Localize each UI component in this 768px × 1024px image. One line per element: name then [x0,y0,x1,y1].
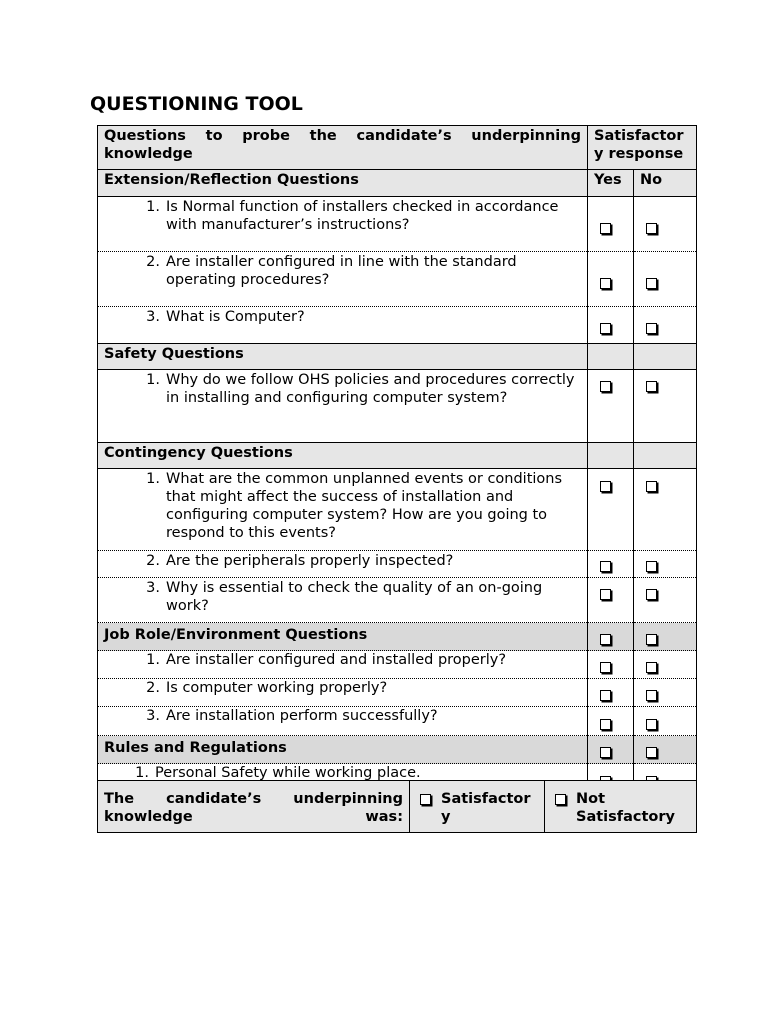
question-text: What is Computer? [166,309,305,325]
yes-checkbox[interactable] [600,634,611,645]
no-checkbox[interactable] [646,589,657,600]
no-checkbox[interactable] [646,323,657,334]
yes-checkbox[interactable] [600,278,611,289]
question-row [98,707,697,736]
satisfactory-response-header: Satisfactory response [588,126,697,170]
not-satisfactory-label: Not Satisfactory [576,791,675,825]
yes-checkbox[interactable] [600,481,611,492]
section-row [98,736,697,764]
question-text: Is Normal function of installers checked in accordance with manufacturer’s instructions? [166,199,559,233]
question-number: 2. [146,553,160,569]
section-title: Job Role/Environment Questions [98,623,588,651]
question-number: 1. [146,372,160,388]
question-number: 1. [146,652,160,668]
question-number: 3. [146,708,160,724]
result-label: The candidate’s underpinning knowledge was: [98,781,410,833]
satisfactory-option[interactable] [416,790,538,826]
result-table [97,780,697,833]
section-title: Rules and Regulations [98,736,588,764]
yes-checkbox[interactable] [600,662,611,673]
question-number: 1. [146,199,160,215]
not-satisfactory-checkbox[interactable] [555,794,566,805]
question-text: Are installation perform successfully? [166,708,438,724]
section-row [98,623,697,651]
section-row [98,170,697,197]
question-text: Is computer working properly? [166,680,388,696]
questioning-table [97,125,697,793]
yes-checkbox[interactable] [600,561,611,572]
section-title: Extension/Reflection Questions [98,170,588,197]
page-title: QUESTIONING TOOL [90,93,303,115]
question-row [98,469,697,551]
result-row [98,781,697,833]
no-checkbox[interactable] [646,381,657,392]
yes-checkbox[interactable] [600,223,611,234]
no-checkbox[interactable] [646,719,657,730]
section-title: Contingency Questions [98,443,588,469]
question-text: Why is essential to check the quality of an on-going work? [166,580,543,614]
no-checkbox[interactable] [646,223,657,234]
question-row [98,197,697,252]
question-number: 2. [146,680,160,696]
no-checkbox[interactable] [646,662,657,673]
header-row [98,126,697,170]
yes-checkbox[interactable] [600,589,611,600]
no-checkbox[interactable] [646,561,657,572]
no-checkbox[interactable] [646,481,657,492]
yes-checkbox[interactable] [600,747,611,758]
satisfactory-checkbox[interactable] [420,794,431,805]
section-row [98,443,697,469]
question-number: 1. [146,471,160,487]
no-checkbox[interactable] [646,747,657,758]
question-text: Are installer configured and installed properly? [166,652,507,668]
yes-checkbox[interactable] [600,381,611,392]
not-satisfactory-option[interactable] [551,790,690,826]
no-checkbox[interactable] [646,690,657,701]
question-number: 3. [146,580,160,596]
question-row [98,679,697,707]
question-text: Personal Safety while working place. [155,765,421,781]
question-text: Why do we follow OHS policies and procedures correctly in installing and configuring computer system? [166,372,575,406]
no-header: No [634,170,697,197]
question-row [98,551,697,578]
question-row [98,370,697,443]
question-row [98,307,697,344]
no-checkbox[interactable] [646,278,657,289]
question-number: 2. [146,254,160,270]
yes-checkbox[interactable] [600,690,611,701]
question-text: Are installer configured in line with the standard operating procedures? [166,254,517,288]
section-title: Safety Questions [98,344,588,370]
yes-checkbox[interactable] [600,323,611,334]
satisfactory-label: Satisfactory [441,791,531,825]
question-text: Are the peripherals properly inspected? [166,553,454,569]
yes-checkbox[interactable] [600,719,611,730]
question-number: 1. [135,765,149,781]
section-row [98,344,697,370]
no-checkbox[interactable] [646,634,657,645]
question-row [98,651,697,679]
question-row [98,252,697,307]
yes-header: Yes [588,170,634,197]
questions-header: Questions to probe the candidate’s underpinning knowledge [98,126,588,170]
question-row [98,578,697,623]
question-text: What are the common unplanned events or conditions that might affect the success of installation and configuring computer system? How are you going to respond to this events? [166,471,563,541]
question-number: 3. [146,309,160,325]
